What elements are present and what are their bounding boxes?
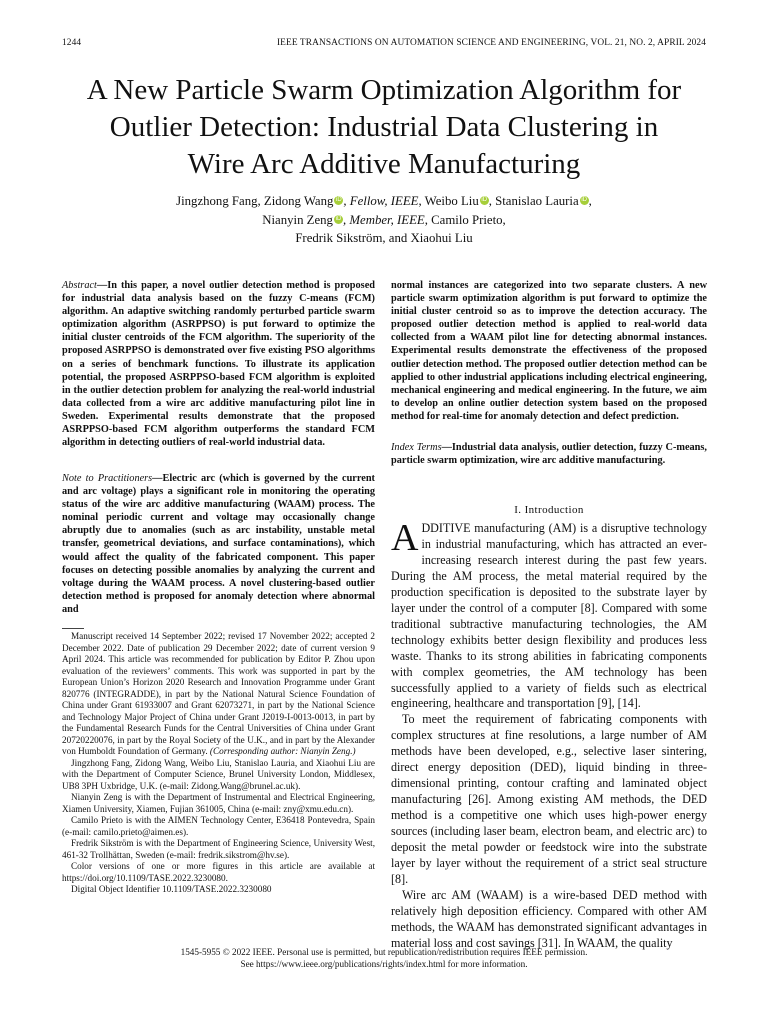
index-terms-dash: — <box>441 442 452 453</box>
author-name: , Stanislao Lauria <box>488 194 579 208</box>
rights-link[interactable]: See https://www.ieee.org/publications/rights/index.html for more information. <box>240 958 528 969</box>
abstract <box>62 279 375 449</box>
author-role: , Member, IEEE <box>342 212 425 227</box>
author-separator: , <box>588 194 592 208</box>
footnote-affiliation: Nianyin Zeng is with the Department of Instrumental and Electrical Engineering, Xiamen University, Xiamen, Fujian 361005, China (e-mail: zny@xmu.edu.cn). <box>62 792 375 814</box>
drop-cap: A <box>391 517 419 559</box>
author-line-3: Fredrik Sikström, and Xiaohui Liu <box>295 231 473 245</box>
running-header <box>62 38 706 48</box>
title-line-2: Outlier Detection: Industrial Data Clustering in <box>109 111 659 143</box>
paragraph: To meet the requirement of fabricating components with complex structures at fine resolutions, a large number of AM methods have been developed, e.g., selective laser sintering, direct energy deposition (DED), liquid binding in three-dimensional printing, contour crafting and laminated object manufacturing [26]. Among existing AM methods, the DED method is a competitive one which uses high-power energy sources (including laser beam, electron beam, and electric arc) to deposit the metal powder or feedstock wire into the substrate layer by layer without the requirement of a strict seal structure [8]. <box>391 712 707 886</box>
orcid-icon[interactable]: iD <box>335 215 342 222</box>
orcid-icon[interactable]: iD <box>481 197 488 203</box>
abstract-text: In this paper, a novel outlier detection method is proposed for industrial data analysis based on the fuzzy C-means (FCM) algorithm. An adaptive switching randomly perturbed particle swarm optimization algorithm (ASRPPSO) is put forward to optimize the initial cluster centroids of the FCM algorithm. The superiority of the proposed ASRPPSO is demonstrated over five existing PSO algorithms on a series of benchmark functions. To illustrate its application potential, the proposed ASRPPSO-based FCM algorithm is exploited in the outlier detection problem for analyzing the real-world industrial data collected from a wire arc additive manufacturing pilot line in Sweden. Experimental results demonstrate that the proposed ASRPPSO-based FCM algorithm outperforms the standard FCM algorithm in detecting outliers of real-world industrial data. <box>62 280 375 449</box>
note-label: Note to Practitioners <box>62 473 153 484</box>
footnotes <box>62 631 375 896</box>
paragraph-text: DDITIVE manufacturing (AM) is a disruptive technology in industrial manufacturing, which has attracted an ever-increasing research interest during the past few years. During the AM process, the metal material required by the production specification is deposited to the substrate layer by layer under the control of a computer [8]. Compared with some traditional subtractive manufacturing technologies, the AM technology exhibits better design flexibility and produces less waste. Thanks to its strong abilities in fabricating components with complex geometries, the AM technology has been successfully applied to a variety of fields such as electrical engineering, healthcare and transportation [9], [14]. <box>391 521 707 711</box>
orcid-icon[interactable]: iD <box>336 197 342 203</box>
footnote-rule <box>62 628 84 629</box>
footnote-text: Manuscript received 14 September 2022; revised 17 November 2022; accepted 2 December 2022. Date of publication 29 December 2022; date of current version 9 April 2024. This article was recommended for publication by Editor P. Zhou upon evaluation of the reviewers’ comments. This work was supported in part by the European Union’s Horizon 2020 Research and Innovation Programme under Grant 820776 (INTEGRADDE), in part by the National Natural Science Foundation of China under Grant 61933007 and Grant 62073271, in part by the National Science and Technology Major Project of China under Grant J2019-I-0013-0013, in part by the Fundamental Research Funds for the Central Universities of China under Grant 20720220076, in part by the Royal Society of the U.K., and in part by the Alexander von Humboldt Foundation of Germany. <box>62 631 375 756</box>
author-name: , Weibo Liu <box>418 194 479 208</box>
introduction-body <box>391 517 707 952</box>
index-terms-label: Index Terms <box>391 442 442 453</box>
note-text: Electric arc (which is governed by the current and arc voltage) plays a significant role in monitoring the operating status of the wire arc additive manufacturing (WAAM) process. The nominal periodic current and voltage may occasionally change abruptly due to anomalies (such as arc instability, unstable metal transfer, geometrical deviations, and surface contaminations), which would affect the quality of the fabricated component. This paper focuses on detecting possible anomalies by analyzing the current and voltage during the WAAM process. A novel clustering-based outlier detection method is proposed for anomaly detection where abnormal and <box>62 473 375 615</box>
copyright-footer <box>0 947 768 970</box>
title-line-1: A New Particle Swarm Optimization Algorithm for <box>86 74 682 106</box>
page-number: 1244 <box>62 38 82 48</box>
author-list <box>60 192 708 248</box>
footnote-affiliation: Fredrik Sikström is with the Department of Engineering Science, University West, 461-32 Trollhättan, Sweden (e-mail: fredrik.sikstrom@hv.se). <box>62 838 375 860</box>
author-name: , Camilo Prieto, <box>424 212 506 227</box>
note-dash: — <box>152 473 163 484</box>
abstract-label: Abstract <box>62 280 97 291</box>
section-heading: I. Introduction <box>514 504 584 516</box>
footnote-doi[interactable]: Digital Object Identifier 10.1109/TASE.2022.3230080 <box>71 884 272 894</box>
footnote-affiliation: Camilo Prieto is with the AIMEN Technology Center, E36418 Pontevedra, Spain (e-mail: camilo.prieto@aimen.es). <box>62 815 375 837</box>
copyright-line: 1545-5955 © 2022 IEEE. Personal use is permitted, but republication/redistribution requires IEEE permission. <box>180 947 588 957</box>
author-line-2 <box>60 211 708 230</box>
title-line-3: Wire Arc Additive Manufacturing <box>187 148 581 180</box>
author-name: Nianyin Zeng <box>262 212 333 227</box>
abstract-dash: — <box>96 280 108 291</box>
author-line-1 <box>60 192 708 211</box>
index-terms-text: Industrial data analysis, outlier detection, fuzzy C-means, particle swarm optimization, wire arc additive manufacturing. <box>391 442 707 467</box>
author-role: , Fellow, IEEE <box>343 194 419 208</box>
author-name: Jingzhong Fang, Zidong Wang <box>176 194 334 208</box>
paper-title <box>40 72 728 183</box>
paragraph <box>391 517 707 712</box>
footnote-affiliation: Jingzhong Fang, Zidong Wang, Weibo Liu, Stanislao Lauria, and Xiaohui Liu are with the Department of Computer Science, Brunel University London, Middlesex, UB8 3PH Uxbridge, U.K. (e-mail: Zidong.Wang@brunel.ac.uk). <box>62 757 375 791</box>
index-terms <box>391 441 707 467</box>
footnote-color-versions[interactable]: Color versions of one or more figures in this article are available at https://doi.org/10.1109/TASE.2022.3230080. <box>62 861 375 883</box>
orcid-icon[interactable]: iD <box>581 197 587 203</box>
corresponding-author: (Corresponding author: Nianyin Zeng.) <box>209 746 356 756</box>
paragraph: Wire arc AM (WAAM) is a wire-based DED method with relatively high deposition efficiency. Compared with other AM methods, the WAAM has demonstrated significant advantages in material loss and cost savings [31]. In WAAM, the quality <box>391 887 707 950</box>
journal-name: IEEE TRANSACTIONS ON AUTOMATION SCIENCE AND ENGINEERING, VOL. 21, NO. 2, APRIL 2024 <box>276 38 706 48</box>
note-to-practitioners <box>62 472 375 616</box>
note-continued: normal instances are categorized into two separate clusters. A new particle swarm optimization algorithm is put forward to optimize the initial cluster centroid so as to improve the detection accuracy. The proposed outlier detection method is applied to real-world data collected from a WAAM pilot line for detecting abnormal instances. Experimental results demonstrate the effectiveness of the proposed outlier detection method. The proposed outlier detection method can be applied to other industrial applications including electrical engineering, mechanical engineering and medical engineering. In the future, we aim to develop an online outlier detection system based on the proposed method for real-time for anomaly detection and defect prediction. <box>391 280 707 422</box>
footnote-manuscript <box>62 631 375 758</box>
